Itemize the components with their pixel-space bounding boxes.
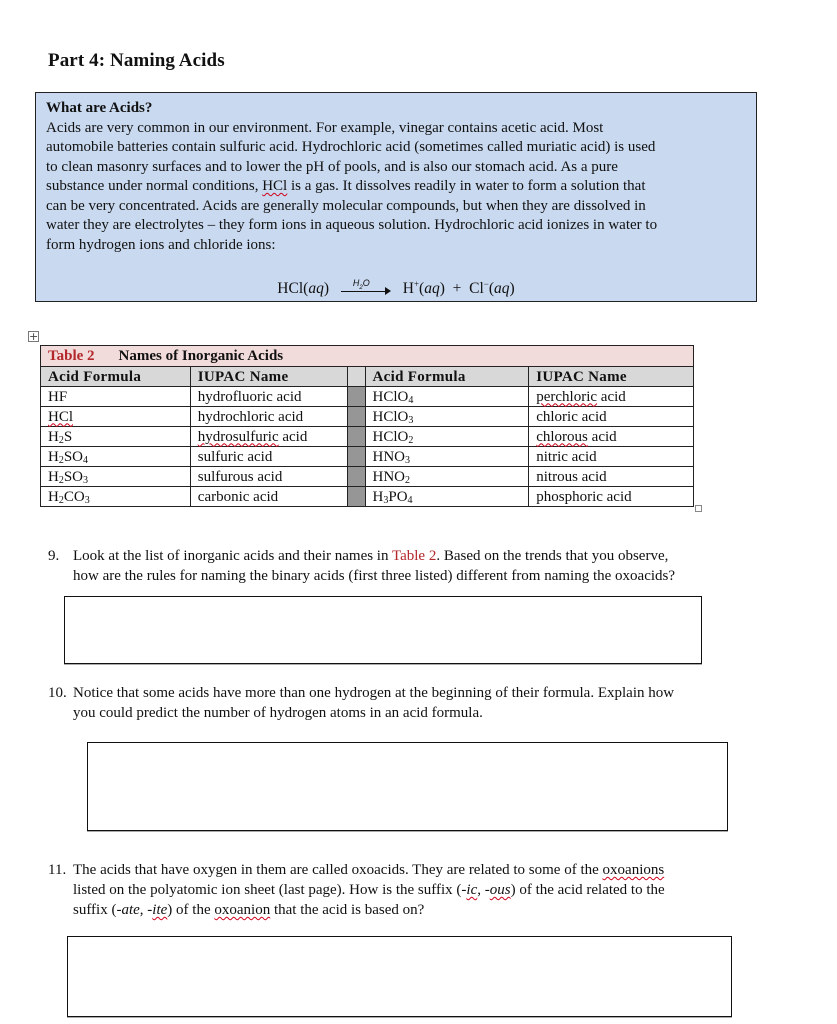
column-spacer <box>347 487 365 507</box>
table-row <box>41 387 694 407</box>
spellcheck-flagged-word: perchloric <box>536 388 598 405</box>
product-hydrogen-ion: H+(aq) <box>402 279 445 298</box>
table-2-reference: Table 2 <box>391 548 437 564</box>
table-row <box>41 467 694 487</box>
header-iupac-name-1: IUPAC Name <box>190 367 347 387</box>
spellcheck-flagged-word: chlorous <box>536 428 588 445</box>
table-title: Names of Inorganic Acids <box>118 348 284 364</box>
formula-cell: $H_2SO_4$ <box>41 447 191 467</box>
formula-cell: $H_3PO_4$ <box>365 487 529 507</box>
page-title: Part 4: Naming Acids <box>48 50 225 71</box>
table-row <box>41 447 694 467</box>
formula-cell: $HNO_2$ <box>365 467 529 487</box>
formula-cell: HClO$_3$ <box>365 407 529 427</box>
question-11-line-3: suffix (-ate, -ite) of the oxoanion that the acid is based on? <box>73 902 425 918</box>
info-line-3: to clean masonry surfaces and to lower the pH of pools, and is also our stomach acid. As a pure <box>46 158 618 175</box>
question-9-line-2: how are the rules for naming the binary acids (first three listed) different from naming the oxoacids? <box>73 568 676 584</box>
table-move-handle-icon[interactable]: + <box>29 330 39 343</box>
formula-cell: $HNO_3$ <box>365 447 529 467</box>
formula-cell: $H_2SO_3$ <box>41 467 191 487</box>
formula-cell: HClO$_4$ <box>365 387 529 407</box>
inorganic-acids-table <box>40 345 694 507</box>
formula-cell: $H_2CO_3$ <box>41 487 191 507</box>
name-cell: chlorous acid <box>529 427 694 447</box>
info-line-6: water they are electrolytes – they form ions in aqueous solution. Hydrochloric acid ionizes in water to <box>46 217 658 233</box>
info-line-2: automobile batteries contain sulfuric acid. Hydrochloric acid (sometimes called muriatic acid) is used <box>46 139 656 155</box>
formula-cell: HF <box>41 387 191 407</box>
answer-box-10[interactable] <box>87 742 728 831</box>
column-spacer <box>347 367 365 387</box>
question-number: 10. <box>48 685 67 701</box>
formula-cell: HCl <box>41 407 191 427</box>
table-row <box>41 487 694 507</box>
formula-cell: HClO$_2$ <box>365 427 529 447</box>
spellcheck-flagged-word: HCl <box>262 178 288 194</box>
arrow-label: $H_2O$ <box>352 277 370 291</box>
answer-box-9[interactable] <box>64 596 702 664</box>
name-cell: sulfuric acid <box>190 447 347 467</box>
question-11 <box>48 860 665 920</box>
column-spacer <box>347 407 365 427</box>
name-cell: hydrochloric acid <box>190 407 347 427</box>
info-line-1: Acids are very common in our environment. For example, vinegar contains acetic acid. Most <box>46 119 604 136</box>
header-acid-formula-1: Acid Formula <box>41 367 191 387</box>
column-spacer <box>347 447 365 467</box>
formula-cell: $H_2S$ <box>41 427 191 447</box>
question-10-line-1: Notice that some acids have more than one hydrogen at the beginning of their formula. Explain how <box>73 685 675 701</box>
table-resize-handle-icon[interactable] <box>695 505 702 512</box>
spellcheck-flagged-word: oxoanions <box>602 862 665 878</box>
spellcheck-flagged-word: hydrosulfuric <box>197 428 279 445</box>
table-header-row <box>41 367 694 387</box>
reactant: HCl(aq) <box>277 280 329 298</box>
header-iupac-name-2: IUPAC Name <box>529 367 694 387</box>
question-9-line-1: Look at the list of inorganic acids and their names in Table 2. Based on the trends that you observe, <box>73 548 669 564</box>
name-cell: sulfurous acid <box>190 467 347 487</box>
ionization-equation <box>36 275 756 299</box>
info-line-4-pre: substance under normal conditions, <box>46 178 263 194</box>
info-line-7: form hydrogen ions and chloride ions: <box>46 236 276 253</box>
reaction-arrow-icon <box>341 277 391 297</box>
question-11-line-1: The acids that have oxygen in them are called oxoacids. They are related to some of the oxoanions <box>73 862 665 878</box>
table-row <box>41 407 694 427</box>
column-spacer <box>347 387 365 407</box>
answer-box-11[interactable] <box>67 936 732 1017</box>
what-are-acids-box <box>35 92 757 302</box>
question-11-line-2: listed on the polyatomic ion sheet (last page). How is the suffix (-ic, -ous) of the acid related to the <box>73 882 665 898</box>
table-number: Table 2 <box>48 348 95 364</box>
name-cell: nitrous acid <box>529 467 694 487</box>
name-cell: chloric acid <box>529 407 694 427</box>
info-line-5: can be very concentrated. Acids are generally molecular compounds, but when they are dissolved in <box>46 197 646 214</box>
table-row <box>41 427 694 447</box>
name-cell: phosphoric acid <box>529 487 694 507</box>
info-line-4-post: is a gas. It dissolves readily in water to form a solution that <box>287 178 646 194</box>
question-number: 11. <box>48 862 67 878</box>
plus-sign: + <box>452 280 462 298</box>
name-cell: hydrosulfuric acid <box>190 427 347 447</box>
table-caption <box>41 346 694 367</box>
name-cell: hydrofluoric acid <box>190 387 347 407</box>
column-spacer <box>347 427 365 447</box>
header-acid-formula-2: Acid Formula <box>365 367 529 387</box>
info-box-heading: What are Acids? <box>46 100 153 116</box>
table-caption-row <box>41 346 694 367</box>
question-10-line-2: you could predict the number of hydrogen atoms in an acid formula. <box>73 705 483 721</box>
name-cell: perchloric acid <box>529 387 694 407</box>
column-spacer <box>347 467 365 487</box>
question-10 <box>48 683 674 723</box>
question-9 <box>48 546 675 586</box>
name-cell: nitric acid <box>529 447 694 467</box>
name-cell: carbonic acid <box>190 487 347 507</box>
product-chloride-ion: Cl−(aq) <box>469 279 515 298</box>
info-line-4 <box>46 177 746 197</box>
question-number: 9. <box>48 548 60 564</box>
